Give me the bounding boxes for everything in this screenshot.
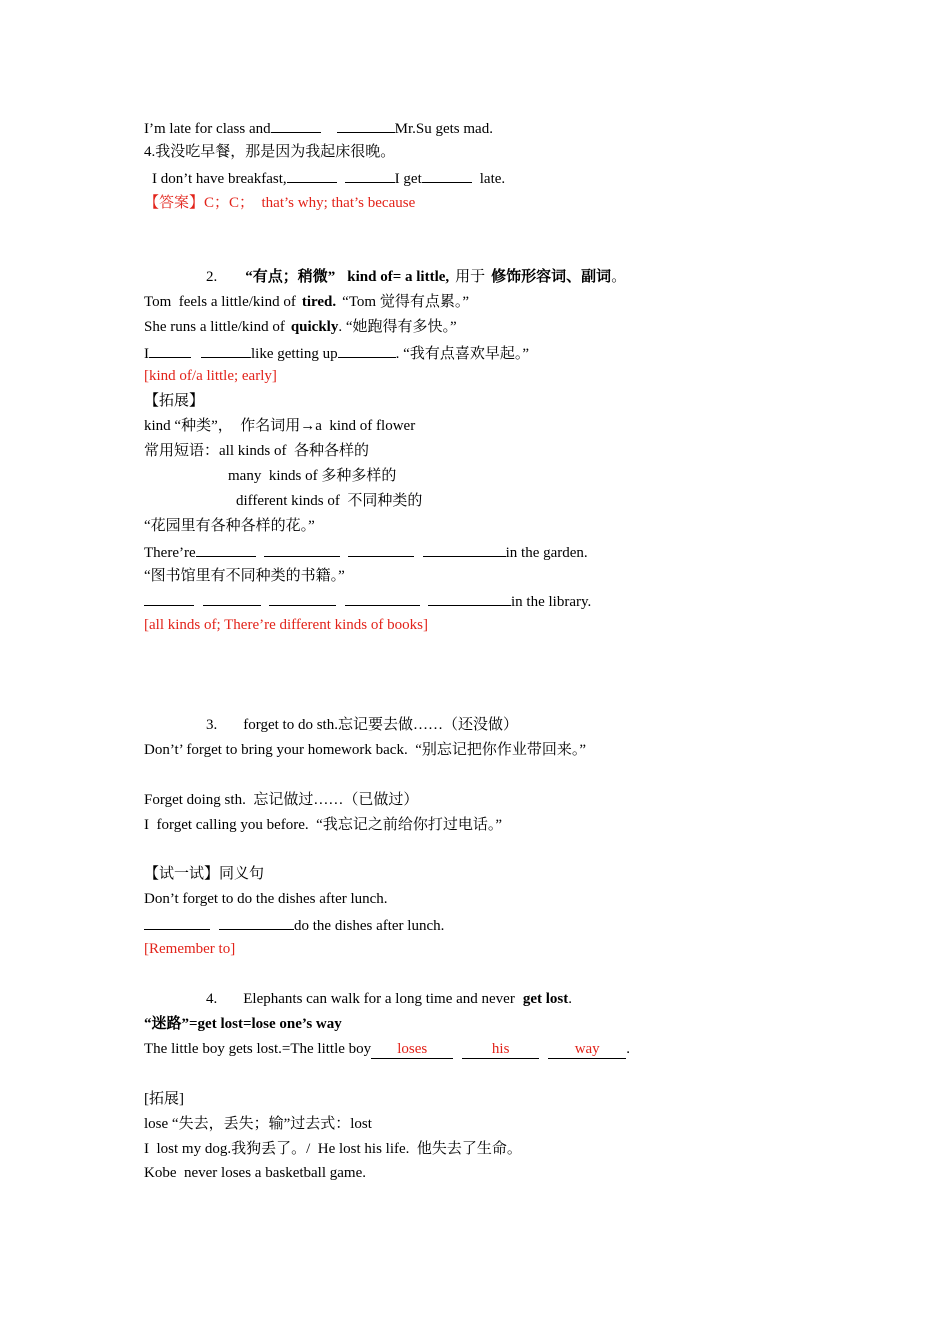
answer-fill: way (548, 1041, 626, 1059)
s2-phrase1: 常用短语：all kinds of 各种各样的 (144, 443, 369, 459)
s2-expand-label: 【拓展】 (144, 393, 205, 409)
s3-line3: I forget calling you before. “我忘记之前给你打过电话。” (144, 817, 502, 833)
s2-line3 (144, 341, 529, 363)
s3-try-label: 【试一试】同义句 (144, 866, 265, 882)
s4-line3: lose “失去，丢失；输”过去式：lost (144, 1116, 372, 1132)
blank (423, 540, 506, 557)
section-number: 4. (206, 991, 218, 1007)
blank (203, 589, 261, 606)
heading-text: 用于 (455, 269, 486, 285)
s4-heading (206, 988, 572, 1010)
s3-line5 (144, 913, 444, 935)
s2-phrase2: many kinds of 多种多样的 (228, 468, 397, 484)
s4-line5: Kobe never loses a basketball game. (144, 1165, 367, 1181)
s2-question2: “图书馆里有不同种类的书籍。” (144, 568, 345, 584)
text: quickly (290, 319, 339, 335)
text: The little boy gets lost.=The little boy (144, 1041, 372, 1057)
text: “Tom 觉得有点累。” (342, 294, 470, 310)
blank (269, 589, 336, 606)
heading-text: 修饰形容词、副词 (491, 269, 612, 285)
blank (428, 589, 511, 606)
blank (287, 166, 337, 183)
blank (149, 341, 191, 358)
s4-line4: I lost my dog.我狗丢了。/ He lost his life. 他失去了生命。 (144, 1141, 522, 1157)
text: do the dishes after lunch. (294, 918, 445, 934)
text: I don’t have breakfast, (152, 171, 287, 187)
s2-phrase3: different kinds of 不同种类的 (236, 493, 423, 509)
s1-line1 (144, 116, 493, 138)
text: I’m late for class and (144, 121, 271, 137)
blank (348, 540, 414, 557)
text: Mr.Su gets mad. (394, 121, 493, 137)
s2-question1: “花园里有各种各样的花。” (144, 518, 315, 534)
s4-expand-label: [拓展] (144, 1091, 184, 1107)
s1-line3 (152, 166, 505, 188)
s1-answer: 【答案】C；C； that’s why; that’s because (144, 195, 416, 211)
text: . (626, 1041, 630, 1057)
blank (422, 166, 472, 183)
text: I (144, 346, 149, 362)
text: There’re (144, 545, 196, 561)
blank (345, 166, 395, 183)
section-number: 2. (206, 269, 218, 285)
blank (196, 540, 256, 557)
s4-line1: “迷路”=get lost=lose one’s way (144, 1016, 342, 1032)
text: I get (394, 171, 422, 187)
s4-line2 (144, 1038, 630, 1060)
s2-line2 (144, 316, 457, 338)
answer-fill: his (462, 1041, 539, 1059)
s3-line2: Forget doing sth. 忘记做过……（已做过） (144, 792, 419, 808)
blank (345, 589, 420, 606)
s2-question2-blanks (144, 589, 591, 611)
s3-heading (206, 714, 518, 736)
s2-line1 (144, 291, 469, 313)
s2-answer1: [kind of/a little; early] (144, 368, 277, 384)
s3-answer: [Remember to] (144, 941, 236, 957)
heading-text: get lost (522, 991, 569, 1007)
blank (144, 589, 194, 606)
blank (271, 116, 321, 133)
heading-text: forget to do sth.忘记要去做……（还没做） (243, 717, 518, 733)
text: tired. (301, 294, 337, 310)
blank (144, 913, 210, 930)
text: Tom feels a little/kind of (144, 294, 296, 310)
s2-heading (206, 266, 626, 288)
s1-line2: 4.我没吃早餐，那是因为我起床很晚。 (144, 144, 396, 160)
answer-fill: loses (371, 1041, 453, 1059)
blank (337, 116, 395, 133)
heading-text: “有点；稍微” (245, 269, 336, 285)
blank (264, 540, 340, 557)
text: like getting up (251, 346, 338, 362)
section-number: 3. (206, 717, 218, 733)
blank (219, 913, 294, 930)
text: late. (479, 171, 506, 187)
heading-text: . (568, 991, 572, 1007)
text: in the garden. (505, 545, 588, 561)
heading-text: kind of= a little, (347, 269, 450, 285)
heading-text: Elephants can walk for a long time and never (243, 991, 515, 1007)
text: . “她跑得有多快。” (338, 319, 457, 335)
heading-text: 。 (611, 269, 627, 285)
blank (201, 341, 251, 358)
s2-kind-line: kind “种类”， 作名词用→a kind of flower (144, 418, 416, 434)
s2-answer2: [all kinds of; There’re different kinds of books] (144, 617, 428, 633)
s3-line4: Don’t forget to do the dishes after lunch. (144, 891, 388, 907)
s3-line1: Don’t’ forget to bring your homework back. “别忘记把你作业带回来。” (144, 742, 587, 758)
text: in the library. (511, 594, 592, 610)
text: She runs a little/kind of (144, 319, 285, 335)
s2-question1-blanks (144, 540, 588, 562)
text: . “我有点喜欢早起。” (395, 346, 529, 362)
blank (338, 341, 396, 358)
